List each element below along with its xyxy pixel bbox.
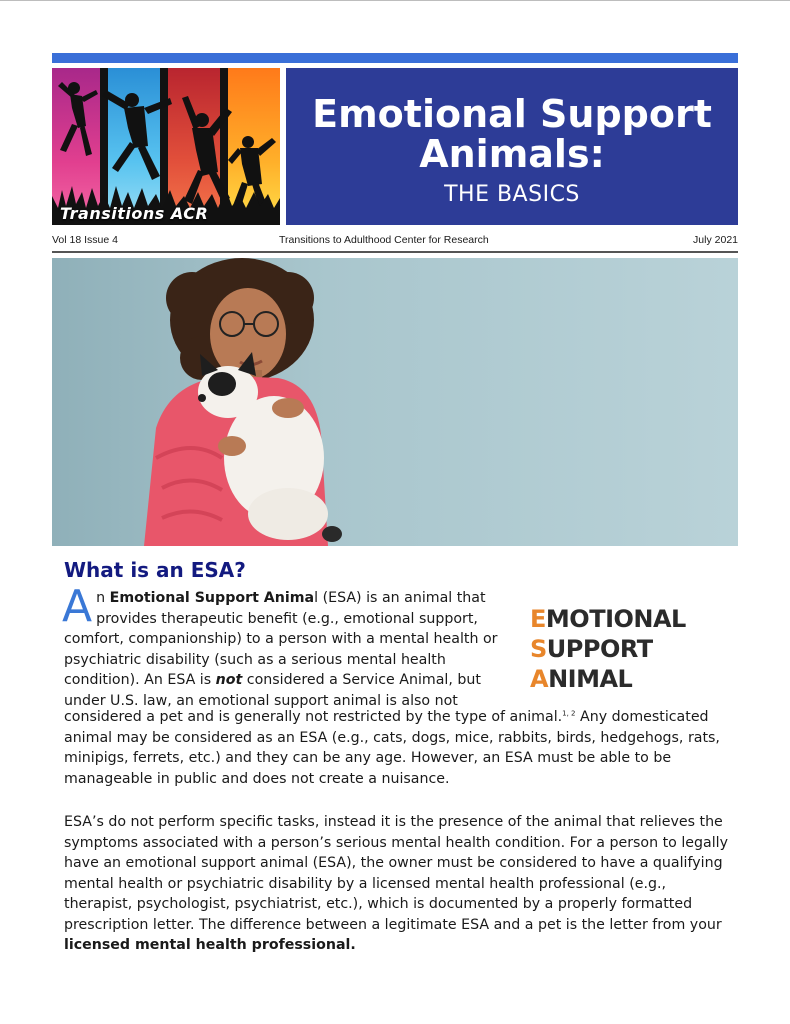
title-line-2: Animals: xyxy=(419,132,605,176)
drop-cap: A xyxy=(62,581,93,632)
esa-line-support: SUPPORT xyxy=(530,635,653,663)
header-divider xyxy=(52,251,738,253)
issue-info-row xyxy=(52,234,738,250)
woman-hugging-puppy-illustration xyxy=(52,258,738,546)
issue-publisher: Transitions to Adulthood Center for Research xyxy=(279,234,489,246)
newsletter-subtitle: THE BASICS xyxy=(444,182,580,207)
emphasis-not: not xyxy=(215,672,243,688)
jumping-silhouettes-icon xyxy=(52,68,280,225)
esa-line-emotional: EMOTIONAL xyxy=(530,605,686,633)
title-line-1: Emotional Support xyxy=(312,92,712,136)
header-accent-bar xyxy=(52,53,738,63)
hero-photo xyxy=(52,258,738,546)
term-licensed-professional: licensed mental health professional. xyxy=(64,937,356,953)
issue-volume: Vol 18 Issue 4 xyxy=(52,234,118,246)
paragraph-1-continued: considered a pet and is generally not restricted by the type of animal.$^{1, 2}$ Any domesticated animal may be considered as an ESA (e.g., cats, dogs, mice, rabbits, birds, hedgehogs, rats, minipigs, ferrets, etc.) and they can be any age. However, an ESA must be able to be manageable in public and does not create a nuisance. xyxy=(64,709,720,787)
newsletter-title xyxy=(286,94,738,174)
term-emotional-support-animal: Emotional Support Anima xyxy=(109,590,315,606)
footnote-reference: 1, 2 xyxy=(562,709,576,718)
section-heading-what-is-esa: What is an ESA? xyxy=(64,558,246,582)
esa-line-animal: ANIMAL xyxy=(530,665,633,693)
issue-date: July 2021 xyxy=(693,234,738,246)
transitions-acr-logo xyxy=(52,68,280,225)
logo-wordmark: Transitions ACR xyxy=(60,204,209,223)
paragraph-1-intro: An Emotional Support Animal (ESA) is an animal that provides therapeutic benefit (e.g., emotional support, comfort, companionship) to a person with a mental health or psychiatric disability (such as a serious mental health condition). An ESA is not considered a Service Animal, but under U.S. law, an emotional support animal is also not xyxy=(62,581,498,709)
newsletter-title-panel xyxy=(286,68,738,225)
esa-wordmark xyxy=(530,604,686,694)
paragraph-2: ESA’s do not perform specific tasks, instead it is the presence of the animal that relieves the symptoms associated with a person’s serious mental health condition. For a person to legally have an emotional support animal (ESA), the owner must be considered to have a qualifying mental health or psychiatric disability by a licensed mental health professional (e.g., therapist, psychologist, psychiatrist, etc.), which is documented by a properly formatted prescription letter. The difference between a legitimate ESA and a pet is the letter from your licensed mental health professional. xyxy=(64,814,729,953)
page-top-rule xyxy=(0,0,790,1)
